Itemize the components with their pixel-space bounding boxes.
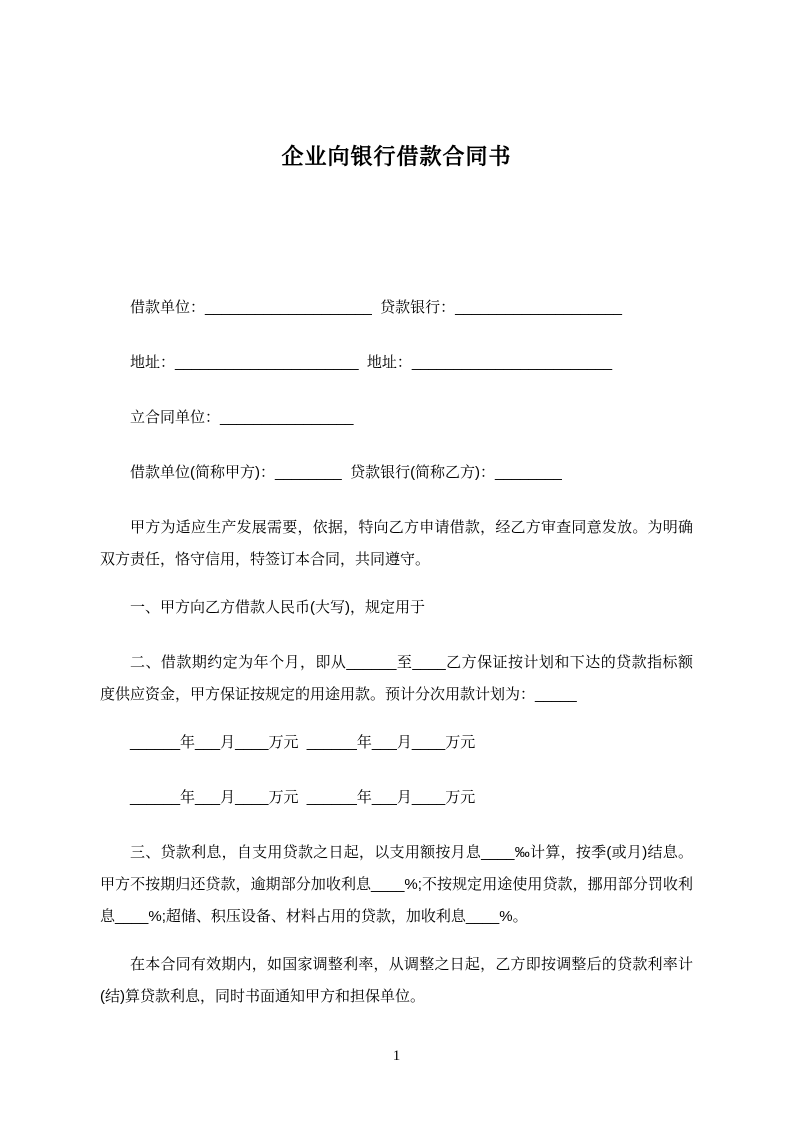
document-body <box>100 292 693 1013</box>
clause-3-interest: 三、贷款利息，自支用贷款之日起，以支用额按月息____‰计算，按季(或月)结息。甲方不按期归还贷款，逾期部分加收利息____%;不按规定用途使用贷款，挪用部分罚收利息____%;超储、积压设备、材料占用的贷款，加收利息____%。 <box>100 844 693 925</box>
field-line-borrower-lender: 借款单位：____________________ 贷款银行：____________________ <box>130 299 623 316</box>
clause-2-loan-term: 二、借款期约定为年个月，即从______至____乙方保证按计划和下达的贷款指标额度供应资金，甲方保证按规定的用途用款。预计分次用款计划为：_____ <box>100 654 693 703</box>
installment-line-2: ______年___月____万元 ______年___月____万元 <box>130 789 476 806</box>
field-line-contracting-unit: 立合同单位：________________ <box>130 409 354 426</box>
rate-adjustment-paragraph: 在本合同有效期内，如国家调整利率，从调整之日起，乙方即按调整后的贷款利率计(结)算贷款利息，同时书面通知甲方和担保单位。 <box>100 956 693 1005</box>
clause-1-loan-amount: 一、甲方向乙方借款人民币(大写)，规定用于 <box>130 599 425 616</box>
preamble-paragraph: 甲方为适应生产发展需要，依据，特向乙方申请借款，经乙方审查同意发放。为明确双方责任，恪守信用，特签订本合同，共同遵守。 <box>100 519 693 568</box>
installment-line-1: ______年___月____万元 ______年___月____万元 <box>130 734 476 751</box>
field-line-party-abbreviations: 借款单位(简称甲方)：________ 贷款银行(简称乙方)：________ <box>130 464 562 481</box>
page-number: 1 <box>392 1048 401 1064</box>
document-title: 企业向银行借款合同书 <box>281 144 512 169</box>
field-line-addresses: 地址：______________________ 地址：________________________ <box>130 354 613 371</box>
